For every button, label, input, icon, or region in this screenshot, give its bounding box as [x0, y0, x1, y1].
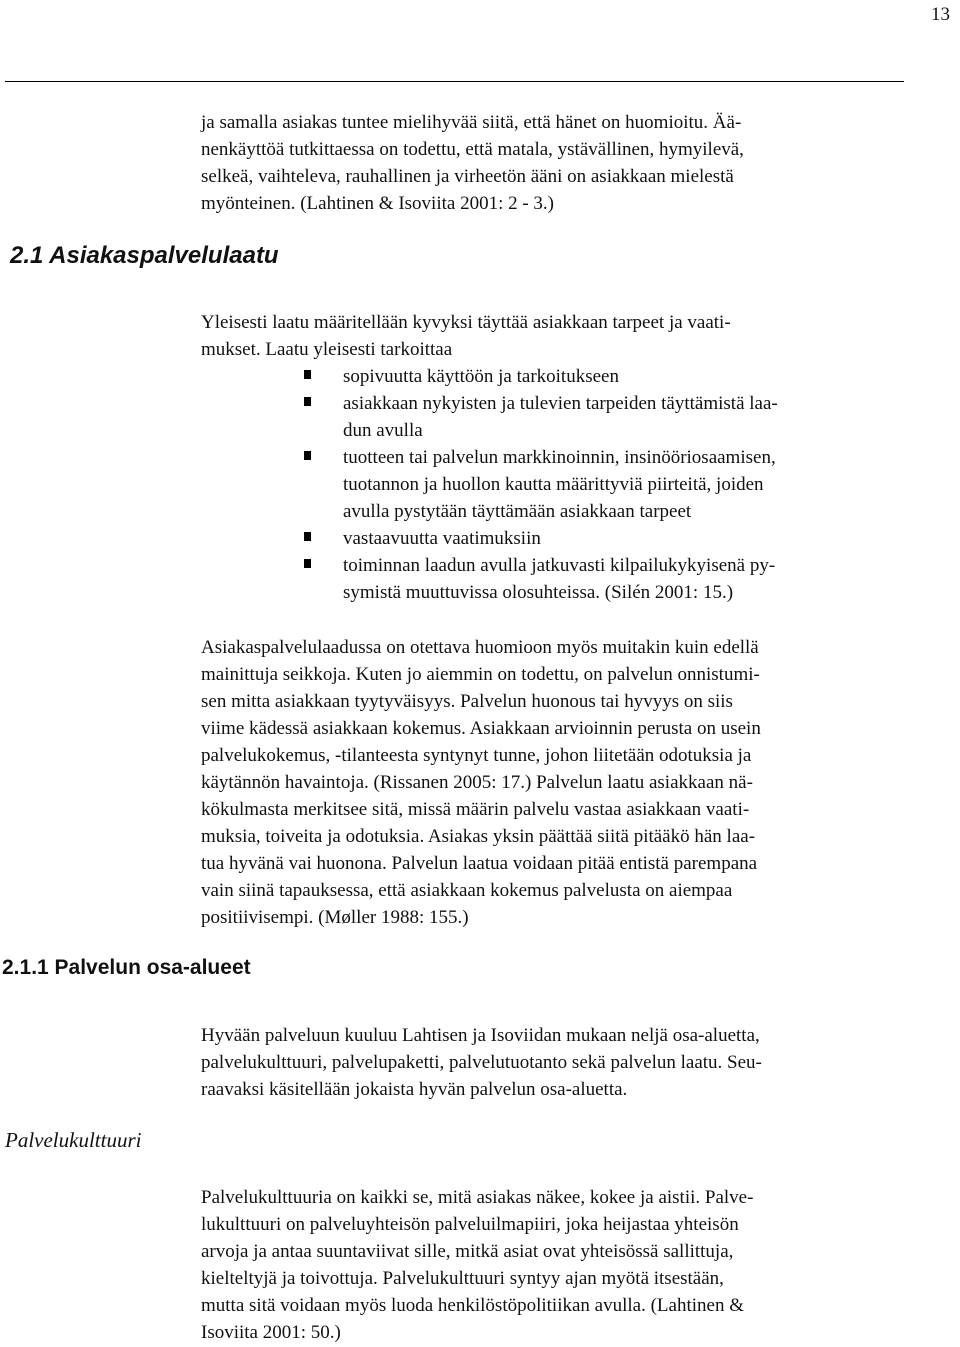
subsection-heading: 2.1.1 Palvelun osa-alueet: [2, 956, 251, 979]
square-bullet-icon: [304, 451, 311, 460]
list-item: [300, 444, 900, 525]
text-line: toiminnan laadun avulla jatkuvasti kilpailukykyisenä py-: [343, 555, 776, 576]
quality-intro-paragraph: [201, 309, 900, 363]
text-line: nenkäyttöä tutkittaessa on todettu, että matala, ystävällinen, hymyilevä,: [201, 139, 744, 160]
margin-note: Palvelukulttuuri: [5, 1128, 142, 1152]
text-line: viime kädessä asiakkaan kokemus. Asiakkaan arvioinnin perusta on usein: [201, 718, 761, 739]
text-line: Asiakaspalvelulaadussa on otettava huomioon myös muitakin kuin edellä: [201, 637, 759, 658]
square-bullet-icon: [304, 532, 311, 541]
text-line: vain siinä tapauksessa, että asiakkaan kokemus palvelusta on aiempaa: [201, 880, 733, 901]
service-areas-paragraph: [201, 1022, 900, 1103]
text-line: mainittuja seikkoja. Kuten jo aiemmin on todettu, on palvelun onnistumi-: [201, 664, 760, 685]
square-bullet-icon: [304, 559, 311, 568]
text-line: mutta sitä voidaan myös luoda henkilöstöpolitiikan avulla. (Lahtinen &: [201, 1295, 744, 1316]
header-rule: [5, 81, 904, 82]
text-line: Hyvään palveluun kuuluu Lahtisen ja Isoviidan mukaan neljä osa-aluetta,: [201, 1025, 760, 1046]
square-bullet-icon: [304, 370, 311, 379]
text-line: sen mitta asiakkaan tyytyväisyys. Palvelun huonous tai hyvyys on siis: [201, 691, 733, 712]
square-bullet-icon: [304, 397, 311, 406]
text-line: mukset. Laatu yleisesti tarkoittaa: [201, 339, 453, 360]
text-line: sopivuutta käyttöön ja tarkoitukseen: [343, 366, 619, 387]
list-item: [300, 390, 900, 444]
text-line: kökulmasta merkitsee sitä, missä määrin palvelu vastaa asiakkaan vaati-: [201, 799, 750, 820]
culture-paragraph: [201, 1184, 900, 1346]
text-line: Isoviita 2001: 50.): [201, 1322, 341, 1343]
text-line: vastaavuutta vaatimuksiin: [343, 528, 541, 549]
page-number: 13: [931, 4, 950, 25]
text-line: avulla pystytään täyttämään asiakkaan tarpeet: [343, 501, 692, 522]
text-line: tuotannon ja huollon kautta määrittyviä piirteitä, joiden: [343, 474, 764, 495]
text-line: palvelukokemus, -tilanteesta syntynyt tunne, johon liitetään odotuksia ja: [201, 745, 752, 766]
text-line: kielteltyjä ja toivottuja. Palvelukulttuuri syntyy ajan myötä itsestään,: [201, 1268, 724, 1289]
text-line: Palvelukulttuuria on kaikki se, mitä asiakas näkee, kokee ja aistii. Palve-: [201, 1187, 754, 1208]
text-line: dun avulla: [343, 420, 423, 441]
text-line: muksia, toiveita ja odotuksia. Asiakas yksin päättää siitä pitääkö hän laa-: [201, 826, 756, 847]
text-line: raavaksi käsitellään jokaista hyvän palvelun osa-aluetta.: [201, 1079, 628, 1100]
list-item: [300, 525, 900, 552]
text-line: myönteinen. (Lahtinen & Isoviita 2001: 2 - 3.): [201, 193, 555, 214]
text-line: symistä muuttuvissa olosuhteissa. (Silén 2001: 15.): [343, 582, 734, 603]
text-line: lukulttuuri on palveluyhteisön palveluilmapiiri, joka heijastaa yhteisön: [201, 1214, 739, 1235]
text-line: tuotteen tai palvelun markkinoinnin, insinööriosaamisen,: [343, 447, 776, 468]
text-line: tua hyvänä vai huonona. Palvelun laatua voidaan pitää entistä parempana: [201, 853, 758, 874]
text-line: käytännön havaintoja. (Rissanen 2005: 17.) Palvelun laatu asiakkaan nä-: [201, 772, 753, 793]
list-item: [300, 552, 900, 606]
text-line: asiakkaan nykyisten ja tulevien tarpeiden täyttämistä laa-: [343, 393, 778, 414]
text-line: palvelukulttuuri, palvelupaketti, palvelutuotanto sekä palvelun laatu. Seu-: [201, 1052, 762, 1073]
section-heading: 2.1 Asiakaspalvelulaatu: [10, 242, 279, 269]
quality-bullet-list: [300, 363, 900, 606]
list-item: [300, 363, 900, 390]
text-line: selkeä, vaihteleva, rauhallinen ja virheetön ääni on asiakkaan mielestä: [201, 166, 734, 187]
text-line: arvoja ja antaa suuntaviivat sille, mitkä asiat ovat yhteisössä sallittuja,: [201, 1241, 734, 1262]
text-line: positiivisempi. (Møller 1988: 155.): [201, 907, 469, 928]
text-line: Yleisesti laatu määritellään kyvyksi täyttää asiakkaan tarpeet ja vaati-: [201, 312, 731, 333]
intro-paragraph: [201, 109, 900, 217]
text-line: ja samalla asiakas tuntee mielihyvää siitä, että hänet on huomioitu. Ää-: [201, 112, 742, 133]
service-quality-paragraph: [201, 634, 900, 931]
